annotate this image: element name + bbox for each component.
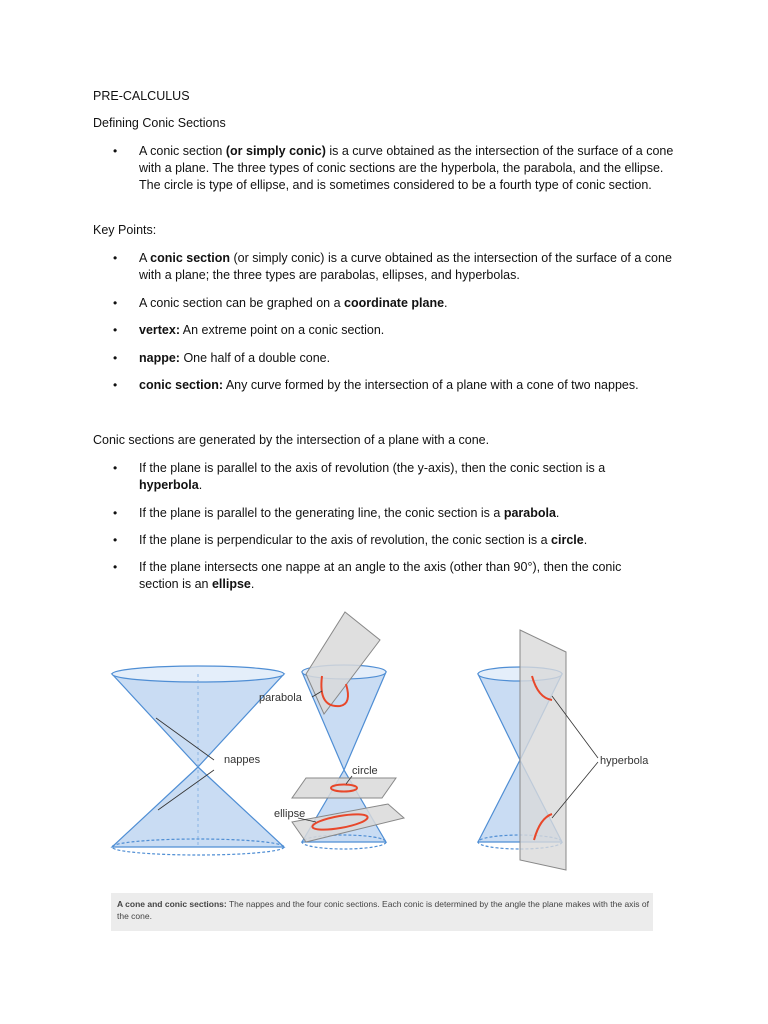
g1-term: hyperbola (139, 478, 199, 492)
key-point-3 (139, 322, 384, 339)
kp1-text-c: (or simply conic) is a curve obtained as the intersection of the surface of a cone with a plane; the three types are parabolas, ellipses, and hyperbolas. (139, 251, 672, 282)
section-title: Defining Conic Sections (93, 116, 226, 130)
definition-paragraph (139, 143, 679, 194)
g4-text-c: . (250, 577, 255, 591)
bullet-marker: • (113, 560, 118, 574)
bullet-marker: • (113, 461, 118, 475)
kp5-term: conic section: (139, 378, 224, 392)
bullet-marker: • (113, 378, 118, 392)
bullet-marker: • (113, 251, 118, 265)
kp2-text-a: A conic section can be graphed on a (139, 296, 345, 310)
bullet-marker: • (113, 144, 118, 158)
bullet-marker: • (113, 323, 118, 337)
g3-term: circle (551, 533, 584, 547)
kp1-term: conic section (150, 251, 231, 265)
conic-sections-figure (0, 600, 768, 940)
kp2-term: coordinate plane (344, 296, 445, 310)
g4-text-a: If the plane intersects one nappe at an angle to the axis (other than 90°), then the conic section is an (139, 560, 622, 591)
label-circle: circle (352, 765, 378, 777)
g2-term: parabola (503, 506, 556, 520)
caption-text: The nappes and the four conic sections. Each conic is determined by the angle the plane makes with the axis of the cone. (117, 899, 650, 921)
circle-plane (292, 778, 396, 798)
g2-text-c: . (555, 506, 560, 520)
definition-text-1: A conic section (139, 144, 226, 158)
key-point-1 (139, 250, 674, 284)
generation-ellipse (139, 559, 659, 593)
kp3-term: vertex: (139, 323, 180, 337)
bullet-marker: • (113, 351, 118, 365)
cone-parabola-circle-ellipse (259, 612, 404, 849)
label-hyperbola: hyperbola (600, 755, 649, 767)
figure-caption (117, 898, 649, 922)
generation-parabola (139, 505, 559, 522)
g2-text-a: If the plane is parallel to the generating line, the conic section is a (139, 506, 504, 520)
generation-circle (139, 532, 587, 549)
definition-text-2: (or simply conic) (225, 144, 326, 158)
label-ellipse: ellipse (274, 808, 306, 820)
bullet-marker: • (113, 533, 118, 547)
bullet-marker: • (113, 506, 118, 520)
generation-hyperbola (139, 460, 659, 494)
g3-text-c: . (583, 533, 588, 547)
definition-text-3: is a curve obtained as the intersection of the surface of a cone with a plane. The three types of conic sections are the hyperbola, the parabola, and the ellipse. The circle is type of ellipse, and is sometimes considered to be a fourth type of conic section. (139, 144, 674, 192)
label-nappes: nappes (224, 754, 261, 766)
g4-term: ellipse (211, 577, 251, 591)
key-point-2 (139, 295, 448, 312)
hyperbola-plane (520, 630, 566, 870)
figure-caption-box (111, 893, 653, 931)
cone-hyperbola (478, 630, 649, 870)
kp1-text-a: A (139, 251, 151, 265)
kp4-definition: One half of a double cone. (179, 351, 331, 365)
document-header: PRE-CALCULUS (93, 89, 190, 103)
g1-text-c: . (198, 478, 203, 492)
g3-text-a: If the plane is perpendicular to the axis of revolution, the conic section is a (139, 533, 552, 547)
key-point-4 (139, 350, 330, 367)
kp4-term: nappe: (139, 351, 180, 365)
kp2-text-c: . (444, 296, 448, 310)
generation-intro: Conic sections are generated by the intersection of a plane with a cone. (93, 433, 490, 447)
caption-bold: A cone and conic sections: (117, 899, 227, 909)
label-parabola: parabola (259, 692, 302, 704)
key-points-label: Key Points: (93, 223, 157, 237)
g1-text-a: If the plane is parallel to the axis of revolution (the y-axis), then the conic section is a (139, 461, 606, 475)
key-point-5 (139, 377, 639, 394)
kp3-definition: An extreme point on a conic section. (180, 323, 385, 337)
kp5-definition: Any curve formed by the intersection of a plane with a cone of two nappes. (223, 378, 639, 392)
bullet-marker: • (113, 296, 118, 310)
